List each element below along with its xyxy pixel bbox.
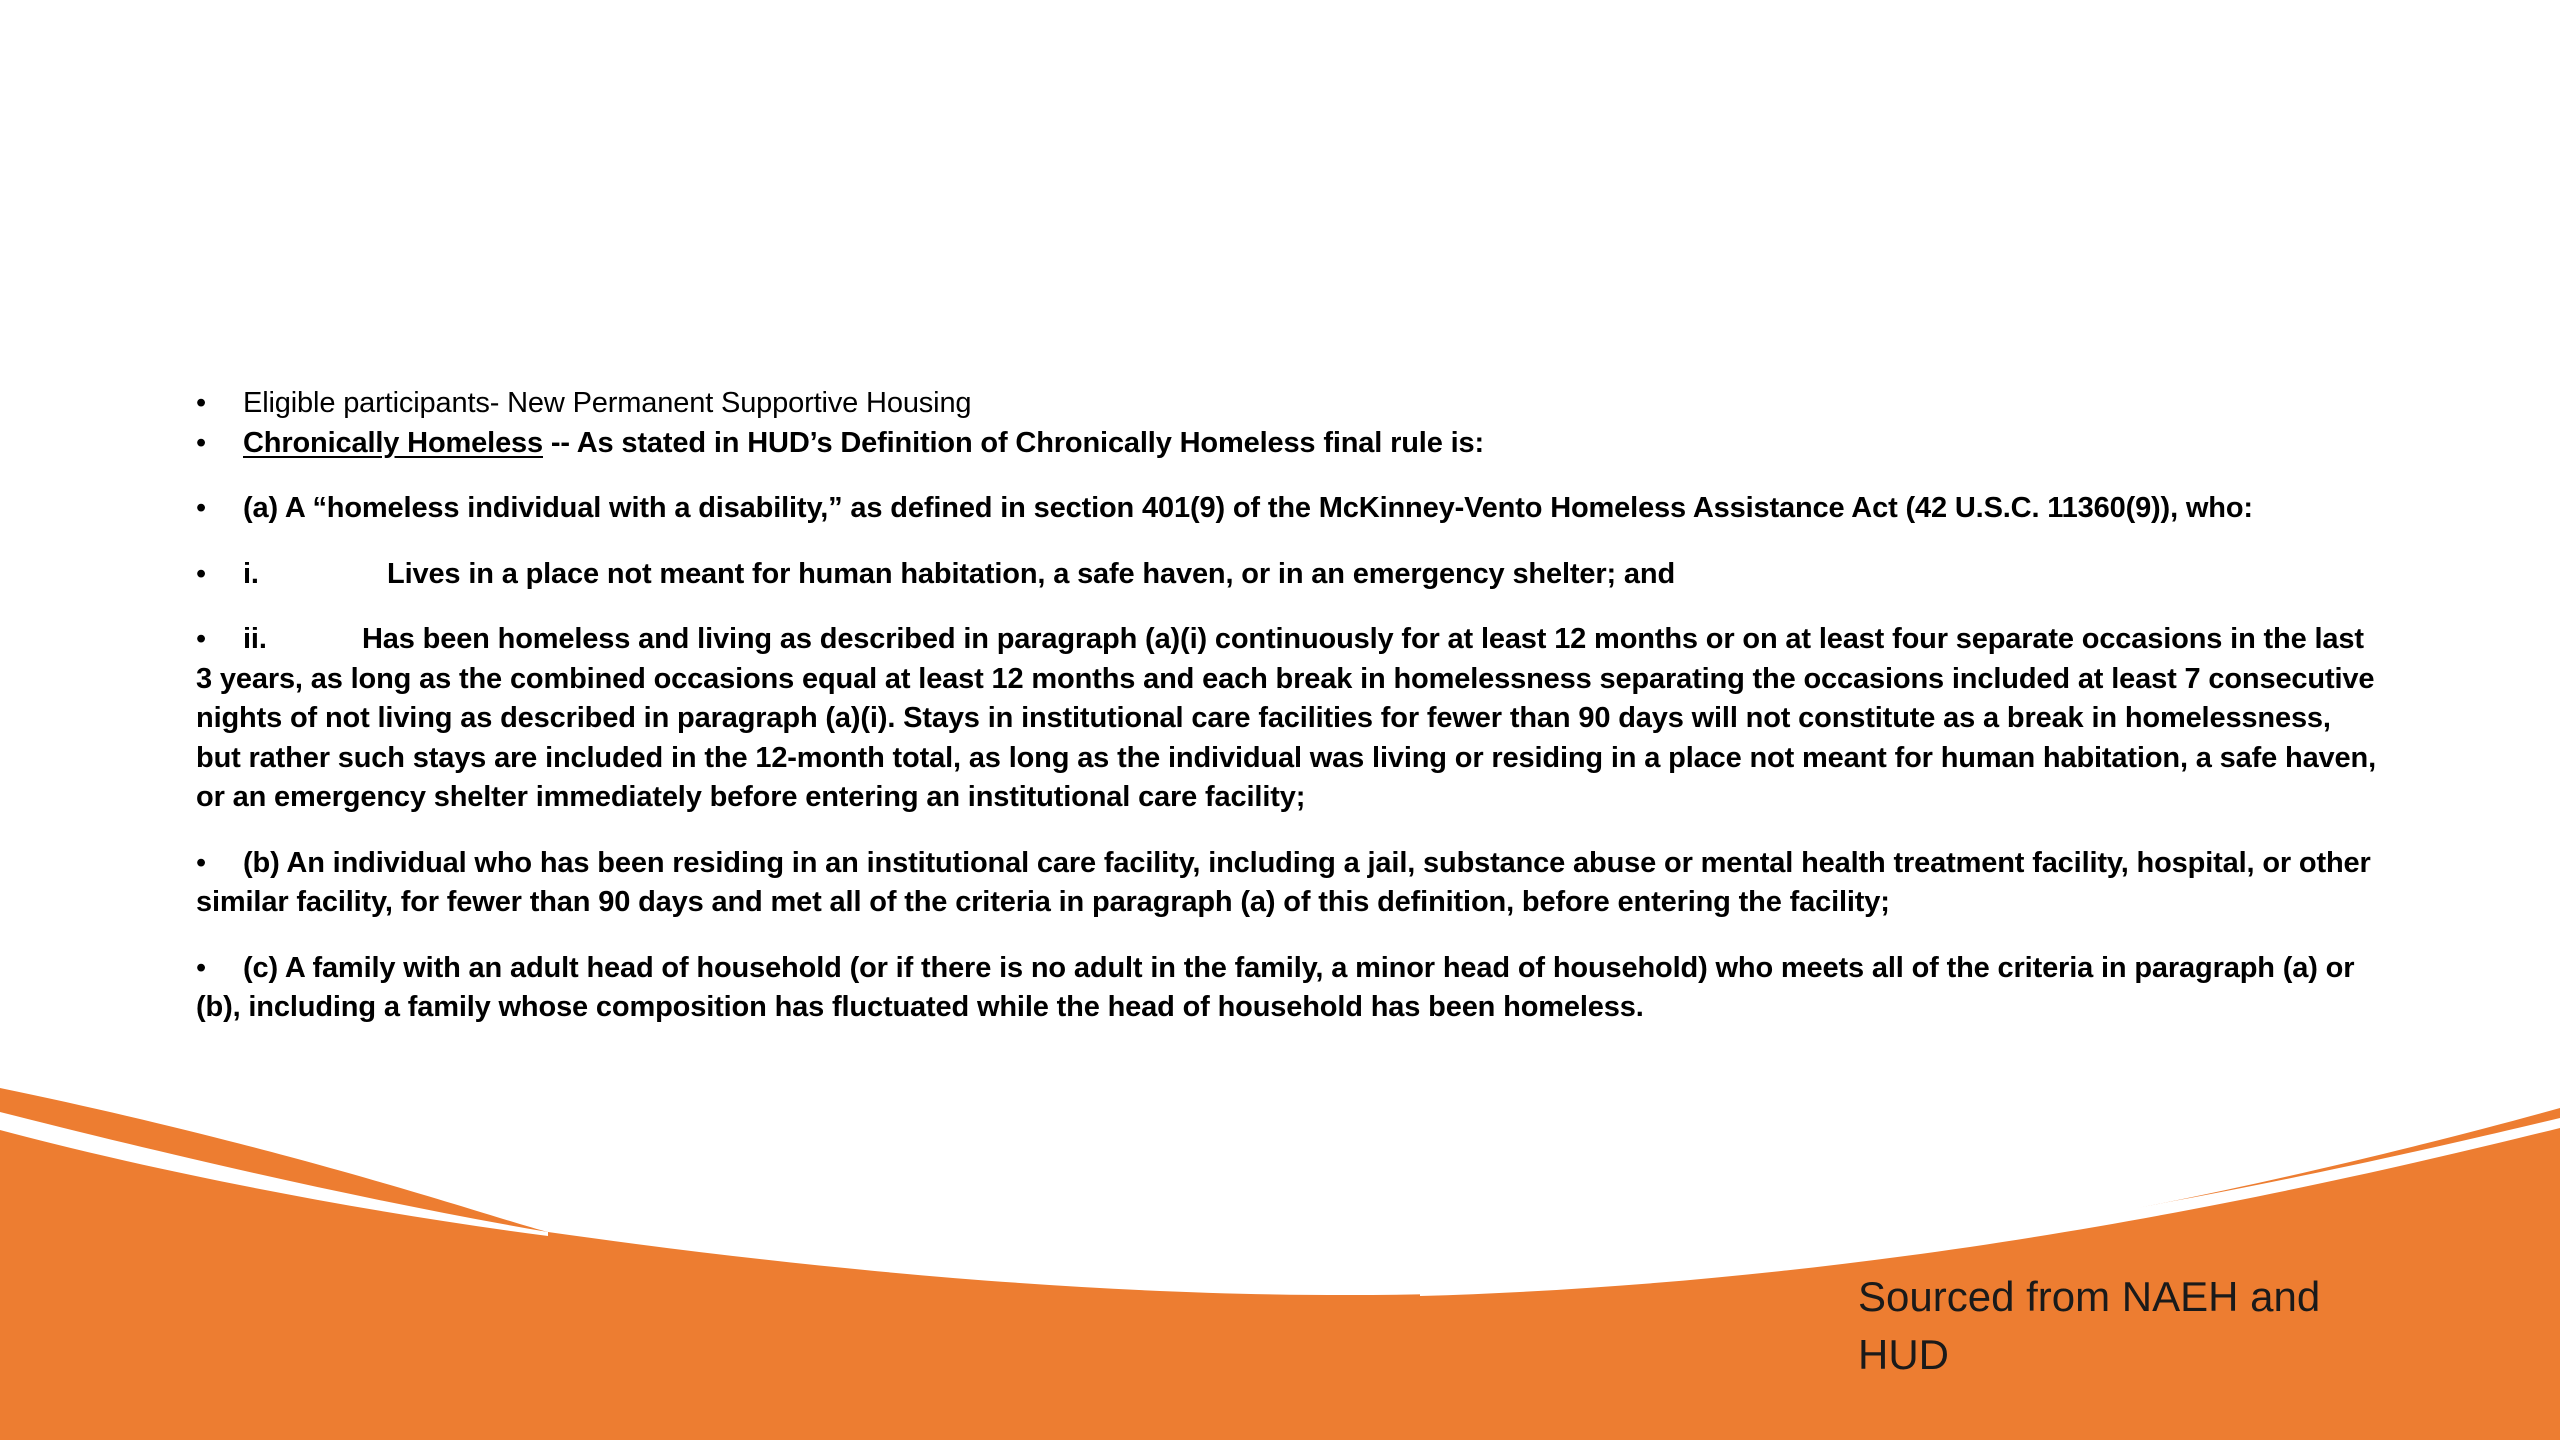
bullet-paragraph-a: [196, 489, 2376, 529]
defined-term: Chronically Homeless: [243, 426, 543, 459]
source-note: Sourced from NAEH and HUD: [1858, 1273, 2321, 1378]
bullet-paragraph-b: [196, 844, 2376, 923]
orange-wave-fill: [0, 1088, 2560, 1440]
bullet-text: Lives in a place not meant for human habitation, a safe haven, or in an emergency shelter; and: [387, 557, 1676, 590]
bullet-text: -- As stated in HUD’s Definition of Chronically Homeless final rule is:: [543, 426, 1484, 459]
bullet-text: Has been homeless and living as described in paragraph (a)(i) continuously for at least 12 months or on at least four separate occasions in the last 3 years, as long as the combined occasions equal at least 12 months and each break in homelessness separating the occasions included at least 7 consecutive nights of not living as described in paragraph (a)(i). Stays in institutional care facilities for fewer than 90 days will not constitute as a break in homelessness, but rather such stays are included in the 12-month total, as long as the individual was living or residing in a place not meant for human habitation, a safe haven, or an emergency shelter immediately before entering an institutional care facility;: [196, 623, 2376, 813]
bullet-text: Eligible participants- New Permanent Supportive Housing: [243, 387, 972, 419]
bullet-text: (b) An individual who has been residing in an institutional care facility, including a jail, substance abuse or mental health treatment facility, hospital, or other similar facility, for fewer than 90 days and met all of the criteria in paragraph (a) of this definition, before entering the facility;: [196, 846, 2371, 918]
bullet-dot: •: [196, 387, 207, 419]
bullet-eligible-participants: [196, 384, 2376, 424]
bullet-list: [196, 384, 2376, 1028]
bullet-dot: •: [196, 623, 207, 655]
bullet-dot: •: [196, 951, 207, 984]
bullet-chronically-homeless: [196, 424, 2376, 464]
bullet-dot: •: [196, 492, 207, 524]
item-label: i.: [243, 557, 259, 590]
bullet-dot: •: [196, 557, 207, 590]
bullet-text: (c) A family with an adult head of household (or if there is no adult in the family, a minor head of household) who meets all of the criteria in paragraph (a) or (b), including a family whose composition has fluctuated while the head of household has been homeless.: [196, 951, 2355, 1023]
bullet-dot: •: [196, 846, 207, 879]
bullet-paragraph-c: [196, 949, 2376, 1028]
bullet-dot: •: [196, 426, 207, 459]
bullet-text: (a) A “homeless individual with a disability,” as defined in section 401(9) of the McKinney-Vento Homeless Assistance Act (42 U.S.C. 11360(9)), who:: [243, 492, 2253, 524]
bullet-paragraph-a-i: [196, 555, 2376, 595]
bullet-paragraph-a-ii: [196, 620, 2376, 818]
item-label: ii.: [243, 623, 267, 655]
